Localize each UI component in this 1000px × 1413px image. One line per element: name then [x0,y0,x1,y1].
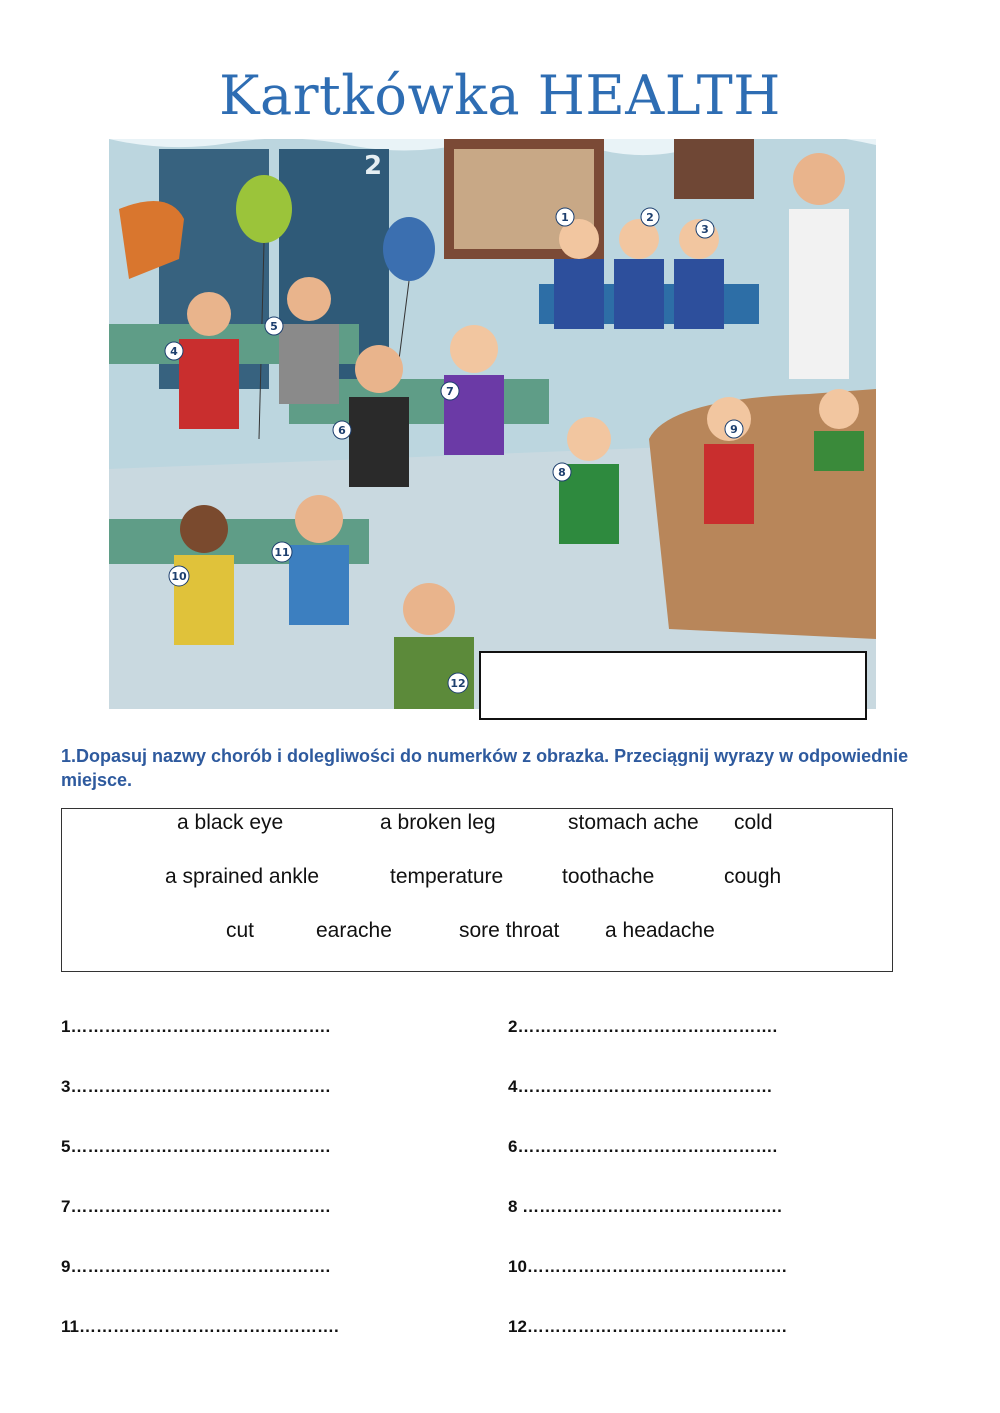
answer-line-4[interactable]: 4……………………………………… [508,1077,773,1096]
label-2: 2 [646,211,654,224]
door-number: 2 [364,151,383,181]
label-7: 7 [446,385,454,398]
word-a-headache[interactable]: a headache [605,919,715,942]
word-toothache[interactable]: toothache [562,865,655,888]
answer-line-9[interactable]: 9………………………………………. [61,1257,331,1276]
answer-line-8[interactable]: 8 ………………………………………. [508,1197,782,1216]
label-4: 4 [170,345,178,358]
answer-line-3[interactable]: 3………………………………………. [61,1077,331,1096]
word-stomach-ache[interactable]: stomach ache [568,811,699,834]
answer-line-5[interactable]: 5………………………………………. [61,1137,331,1156]
label-3: 3 [701,223,709,236]
label-5: 5 [270,320,278,333]
word-a-broken-leg[interactable]: a broken leg [380,811,496,834]
answer-line-12[interactable]: 12………………………………………. [508,1317,787,1336]
answer-drop-box[interactable] [479,651,867,720]
word-cold[interactable]: cold [734,811,773,834]
answer-line-10[interactable]: 10………………………………………. [508,1257,787,1276]
word-cough[interactable]: cough [724,865,782,888]
page-title: Kartkówka HEALTH [219,64,781,127]
waiting-room-illustration [109,139,876,709]
word-a-black-eye[interactable]: a black eye [177,811,284,834]
label-9: 9 [730,423,738,436]
word-bank [61,808,893,972]
word-cut[interactable]: cut [226,919,255,942]
word-sore-throat[interactable]: sore throat [459,919,560,942]
answer-line-1[interactable]: 1………………………………………. [61,1017,331,1036]
label-6: 6 [338,424,346,437]
answer-line-6[interactable]: 6………………………………………. [508,1137,778,1156]
label-1: 1 [561,211,569,224]
label-12: 12 [450,677,466,690]
label-10: 10 [171,570,187,583]
label-11: 11 [274,546,290,559]
label-8: 8 [558,466,566,479]
answer-line-2[interactable]: 2………………………………………. [508,1017,778,1036]
word-temperature[interactable]: temperature [390,865,504,888]
answer-line-11[interactable]: 11………………………………………. [61,1317,339,1336]
task-instruction: 1.Dopasuj nazwy chorób i dolegliwości do numerków z obrazka. Przeciągnij wyrazy w odpowiednie miejsce. [61,746,909,790]
answer-line-7[interactable]: 7………………………………………. [61,1197,331,1216]
word-earache[interactable]: earache [316,919,392,942]
word-a-sprained-ankle[interactable]: a sprained ankle [165,865,320,888]
